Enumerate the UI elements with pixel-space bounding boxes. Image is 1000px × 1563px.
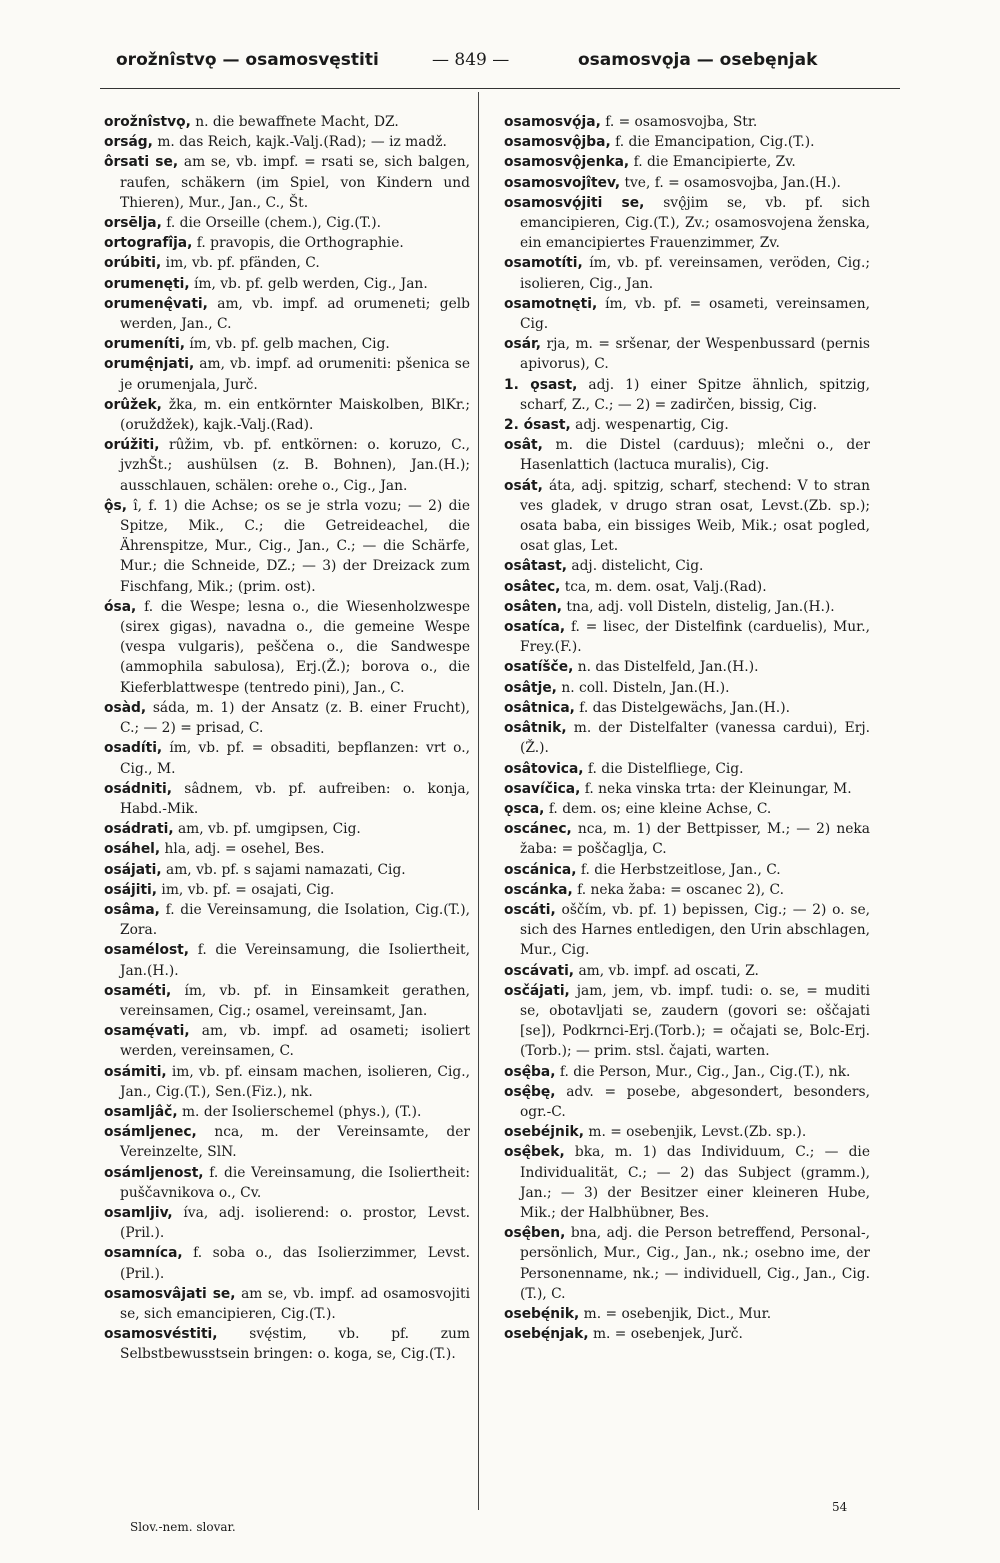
dictionary-entry xyxy=(504,900,870,961)
definition: ím, vb. pf. = osameti, vereinsamen, Cig. xyxy=(520,295,871,333)
headword: osatíšče, xyxy=(504,659,574,676)
dictionary-entry xyxy=(504,152,870,172)
dictionary-entry xyxy=(504,779,870,799)
definition: m. = osebenjek, Jurč. xyxy=(592,1326,743,1343)
headword: osavíčica, xyxy=(504,780,581,797)
header-rule xyxy=(100,88,900,89)
dictionary-entry xyxy=(504,132,870,152)
definition: nca, m. der Vereinsamte, der Vereinzelte, SlN. xyxy=(120,1124,471,1161)
dictionary-entry xyxy=(104,152,470,213)
definition: adj. distelicht, Cig. xyxy=(571,558,704,575)
page-number: — 849 — xyxy=(432,50,510,70)
dictionary-entry xyxy=(104,496,470,597)
definition: m. = osebenjik, Dict., Mur. xyxy=(583,1305,772,1322)
definition: am, vb. impf. ad oscati, Z. xyxy=(578,962,759,979)
dictionary-entry xyxy=(104,1122,470,1162)
definition: m. der Distelfalter (vanessa cardui), Erj.(Ž.). xyxy=(520,720,870,757)
dictionary-entry xyxy=(104,779,470,819)
definition: ím, vb. pf. gelb werden, Cig., Jan. xyxy=(193,275,428,292)
definition: oščím, vb. pf. 1) bepissen, Cig.; — 2) o. se, sich des Harnes entledigen, den Urin abschlagen, Mur., Cig. xyxy=(520,901,871,959)
headword: orság, xyxy=(104,134,153,151)
definition: f. neka vinska trta: der Kleinungar, M. xyxy=(584,780,852,797)
dictionary-entry xyxy=(104,1062,470,1102)
headword: osę̂ben, xyxy=(504,1225,566,1242)
dictionary-entry xyxy=(504,375,870,415)
header-right-guide-words: osamosvǫja — osebęnjak xyxy=(578,50,818,70)
headword: orsēlja, xyxy=(104,215,162,232)
definition: f. soba o., das Isolierzimmer, Levst.(Pril.). xyxy=(120,1245,470,1282)
definition: tna, adj. voll Disteln, distelig, Jan.(H.). xyxy=(566,598,835,615)
right-column xyxy=(504,112,870,1344)
headword: oscánica, xyxy=(504,861,577,878)
definition: m. die Distel (carduus); mlečni o., der Hasenlattich (lactuca muralis), Cig. xyxy=(520,437,870,474)
headword: osâten, xyxy=(504,598,563,615)
dictionary-entry xyxy=(504,597,870,617)
definition: f. die Herbstzeitlose, Jan., C. xyxy=(580,861,781,878)
dictionary-entry xyxy=(504,860,870,880)
dictionary-entry xyxy=(104,900,470,940)
dictionary-entry xyxy=(504,759,870,779)
headword: osamosvǫ̂jenka, xyxy=(504,154,630,171)
dictionary-entry xyxy=(104,112,470,132)
dictionary-entry xyxy=(104,1021,470,1061)
definition: im, vb. pf. einsam machen, isolieren, Cig., Jan., Cig.(T.), Sen.(Fiz.), nk. xyxy=(120,1063,470,1100)
definition: f. die Person, Mur., Cig., Jan., Cig.(T.), nk. xyxy=(559,1063,851,1080)
headword: osamljâč, xyxy=(104,1103,178,1120)
definition: ím, vb. pf. in Einsamkeit gerathen, vereinsamen, Cig.; osamel, vereinsamt, Jan. xyxy=(120,982,470,1019)
definition: am, vb. pf. s sajami namazati, Cig. xyxy=(166,861,406,878)
dictionary-entry xyxy=(504,880,870,900)
headword: osâtje, xyxy=(504,679,557,696)
dictionary-entry xyxy=(104,839,470,859)
dictionary-entry xyxy=(504,961,870,981)
headword: orûžek, xyxy=(104,396,162,413)
dictionary-entry xyxy=(504,698,870,718)
dictionary-entry xyxy=(104,597,470,698)
headword: osamníca, xyxy=(104,1245,183,1262)
dictionary-entry xyxy=(504,334,870,374)
dictionary-entry xyxy=(504,1142,870,1223)
dictionary-entry xyxy=(504,476,870,557)
definition: sáda, m. 1) der Ansatz (z. B. einer Frucht), C.; — 2) = prisad, C. xyxy=(120,699,470,737)
headword: osę̂bę, xyxy=(504,1083,556,1100)
definition: f. die Wespe; lesna o., die Wiesenholzwespe (sirex gigas), navadna o., die gemeine Wespe (vespa vulgaris), peščena o., die Sandwespe (ammophila sabulosa), Erj.(Ž.); borova o., die Kieferblattwespe (tentredo pini), Jan., C. xyxy=(120,598,470,696)
definition: f. die Emancipierte, Zv. xyxy=(633,154,796,171)
definition: áta, adj. spitzig, scharf, stechend: V to stran ves gladek, v drugo stran osat, Levst.(Zb. sp.); osata baba, ein bissiges Weib, Mik.; osat pogled, osat glas, Let. xyxy=(520,477,870,555)
definition: ím, vb. pf. vereinsamen, veröden, Cig.; isolieren, Cig., Jan. xyxy=(520,255,870,292)
dictionary-entry xyxy=(104,294,470,334)
headword: osámljenec, xyxy=(104,1124,197,1141)
headword: osamosvǫ́ja, xyxy=(504,114,601,130)
headword: osár, xyxy=(504,336,542,353)
dictionary-entry xyxy=(104,880,470,900)
dictionary-entry xyxy=(504,294,870,334)
headword: osamosvǫ̂jba, xyxy=(504,134,611,151)
definition: hla, adj. = osehel, Bes. xyxy=(164,841,325,858)
definition: am, vb. pf. umgipsen, Cig. xyxy=(177,821,361,838)
headword: osâtnica, xyxy=(504,699,575,716)
headword: osâma, xyxy=(104,901,160,918)
headword: oscávati, xyxy=(504,962,575,979)
dictionary-entry xyxy=(104,1284,470,1324)
headword: osamotíti, xyxy=(504,255,583,272)
definition: tve, f. = osamosvojba, Jan.(H.). xyxy=(624,174,841,191)
dictionary-entry xyxy=(104,860,470,880)
headword: oscánec, xyxy=(504,821,572,838)
dictionary-entry xyxy=(104,1203,470,1243)
definition: f. die Vereinsamung, die Isoliertheit, Jan.(H.). xyxy=(120,942,470,979)
definition: adj. 1) einer Spitze ähnlich, spitzig, scharf, Z., C.; — 2) = zadirčen, bissig, Cig. xyxy=(520,376,870,413)
headword: osâtast, xyxy=(504,558,567,575)
dictionary-entry xyxy=(104,819,470,839)
dictionary-entry xyxy=(104,1102,470,1122)
sheet-number: 54 xyxy=(832,1500,848,1514)
headword: oscáti, xyxy=(504,901,556,918)
definition: tca, m. dem. osat, Valj.(Rad). xyxy=(564,578,767,595)
dictionary-entry xyxy=(504,678,870,698)
definition: f. = osamosvojba, Str. xyxy=(605,114,758,130)
headword: osamosvâjati se, xyxy=(104,1285,236,1302)
dictionary-entry xyxy=(504,253,870,293)
dictionary-entry xyxy=(504,617,870,657)
headword: osamélost, xyxy=(104,942,189,959)
definition: f. = lisec, der Distelfink (carduelis), Mur., Frey.(F.). xyxy=(520,619,870,656)
dictionary-entry xyxy=(504,1062,870,1082)
definition: m. = osebenjik, Levst.(Zb. sp.). xyxy=(588,1124,807,1141)
definition: n. die bewaffnete Macht, DZ. xyxy=(195,114,399,130)
headword: osę̂ba, xyxy=(504,1063,556,1080)
dictionary-entry xyxy=(504,435,870,475)
dictionary-entry xyxy=(104,213,470,233)
dictionary-entry xyxy=(104,981,470,1021)
definition: rûžim, vb. pf. entkörnen: o. koruzo, C., jvzhŠt.; aushülsen (z. B. Bohnen), Jan.(H.); ausschlauen, schälen: orehe o., Cig., Jan. xyxy=(120,437,470,494)
headword: osadíti, xyxy=(104,740,163,757)
definition: žka, m. ein entkörnter Maiskolben, BlKr.; (oruždžek), kajk.-Valj.(Rad). xyxy=(120,396,470,434)
headword: orumenę̂vati, xyxy=(104,295,208,312)
dictionary-entry xyxy=(104,334,470,354)
dictionary-entry xyxy=(504,1122,870,1142)
definition: svę́stim, vb. pf. zum Selbstbewusstsein bringen: o. koga, se, Cig.(T.). xyxy=(120,1326,470,1363)
definition: svǫ̂jim se, vb. pf. sich emancipieren, Cig.(T.), Zv.; osamosvojena ženska, ein emancipiertes Frauenzimmer, Zv. xyxy=(520,194,871,252)
definition: bka, m. 1) das Individuum, C.; — die Individualität, C.; — 2) das Subject (gramm.), Jan.; — 3) der Besitzer einer kleineren Hube, Mik.; der Halbhübner, Bes. xyxy=(520,1144,871,1221)
headword: orumenęti, xyxy=(104,275,190,292)
definition: am se, vb. impf. ad osamosvojiti se, sich emancipieren, Cig.(T.). xyxy=(120,1285,470,1322)
definition: f. die Emancipation, Cig.(T.). xyxy=(615,134,815,151)
definition: î, f. 1) die Achse; os se je strla vozu; — 2) die Spitze, Mik., C.; die Getreideachel, die Ährenspitze, Mur., Cig., Jan., C.; — die Schärfe, Mur.; die Schneide, DZ.; — 3) der Dreizack zum Fischfang, Mik.; (prim. ost). xyxy=(120,497,470,595)
definition: íva, adj. isolierend: o. prostor, Levst.(Pril.). xyxy=(120,1204,470,1242)
dictionary-entry xyxy=(504,981,870,1062)
definition: im, vb. pf. = osajati, Cig. xyxy=(161,881,335,898)
definition: f. das Distelgewächs, Jan.(H.). xyxy=(579,699,790,716)
definition: am, vb. impf. ad osameti; isoliert werden, vereinsamen, C. xyxy=(120,1023,470,1060)
definition: im, vb. pf. pfänden, C. xyxy=(165,255,320,272)
headword: osájiti, xyxy=(104,881,158,898)
headword: 1. ǫsast, xyxy=(504,376,578,393)
definition: f. neka žaba: = oscanec 2), C. xyxy=(577,881,784,898)
definition: f. pravopis, die Orthographie. xyxy=(196,235,404,252)
headword: osáhel, xyxy=(104,841,161,858)
headword: orožnîstvǫ, xyxy=(104,114,191,130)
dictionary-entry xyxy=(504,577,870,597)
headword: osebéjnik, xyxy=(504,1124,584,1141)
definition: n. das Distelfeld, Jan.(H.). xyxy=(577,659,759,676)
headword: orúžiti, xyxy=(104,437,160,454)
definition: nca, m. 1) der Bettpisser, M.; — 2) neka žaba: = poščaglja, C. xyxy=(520,821,871,858)
definition: adv. = posebe, abgesondert, besonders, ogr.-C. xyxy=(520,1083,870,1120)
column-divider xyxy=(478,92,479,1510)
dictionary-entry xyxy=(504,799,870,819)
headword: osaméti, xyxy=(104,982,172,999)
definition: sâdnem, vb. pf. aufreiben: o. konja, Habd.-Mik. xyxy=(120,780,470,817)
dictionary-entry xyxy=(504,1324,870,1344)
dictionary-entry xyxy=(104,698,470,738)
definition: ím, vb. pf. = obsaditi, bepflanzen: vrt o., Cig., M. xyxy=(120,740,470,777)
headword: oscánka, xyxy=(504,881,573,898)
left-column xyxy=(104,112,470,1365)
definition: am se, vb. impf. = rsati se, sich balgen, raufen, schäkern (im Spiel, von Kindern und Thieren), Mur., Jan., C., Št. xyxy=(120,154,470,211)
dictionary-entry xyxy=(504,1304,870,1324)
headword: orumeníti, xyxy=(104,336,185,353)
headword: osàd, xyxy=(104,699,147,716)
definition: m. der Isolierschemel (phys.), (T.). xyxy=(181,1103,422,1120)
headword: osájati, xyxy=(104,861,162,878)
definition: ím, vb. pf. gelb machen, Cig. xyxy=(189,336,390,353)
header-left-guide-words: orožnîstvǫ — osamosvęstiti xyxy=(116,50,379,70)
headword: ôrsati se, xyxy=(104,154,179,171)
definition: am, vb. impf. ad orumeniti: pšenica se je orumenjala, Jurč. xyxy=(120,356,470,393)
definition: n. coll. Disteln, Jan.(H.). xyxy=(561,679,730,696)
headword: orúbiti, xyxy=(104,255,162,272)
headword: osâtec, xyxy=(504,578,561,595)
dictionary-entry xyxy=(104,274,470,294)
headword: osę̂bek, xyxy=(504,1144,565,1161)
dictionary-entry xyxy=(504,1223,870,1304)
dictionary-entry xyxy=(104,354,470,394)
dictionary-entry xyxy=(504,819,870,859)
definition: m. das Reich, kajk.-Valj.(Rad); — iz madž. xyxy=(157,134,447,151)
headword: osámljenost, xyxy=(104,1164,204,1181)
dictionary-entry xyxy=(504,718,870,758)
headword: osebę́njak, xyxy=(504,1326,589,1343)
dictionary-entry xyxy=(104,435,470,496)
definition: bna, adj. die Person betreffend, Personal-, persönlich, Mur., Cig., Jan., nk.; osebno ime, der Personenname, nk.; — individuell, Cig., Jan., Cig.(T.), C. xyxy=(520,1225,871,1302)
definition: f. dem. os; eine kleine Achse, C. xyxy=(548,800,772,817)
dictionary-entry xyxy=(504,193,870,254)
dictionary-entry xyxy=(104,1324,470,1364)
dictionary-entry xyxy=(104,233,470,253)
definition: am, vb. impf. ad orumeneti; gelb werden, Jan., C. xyxy=(120,295,471,333)
dictionary-entry xyxy=(104,1163,470,1203)
definition: adj. wespenartig, Cig. xyxy=(575,417,729,434)
running-header xyxy=(0,50,1000,80)
headword: ǫsca, xyxy=(504,800,545,817)
dictionary-entry xyxy=(104,132,470,152)
definition: f. die Vereinsamung, die Isolation, Cig.(T.), Zora. xyxy=(120,901,471,939)
headword: osámiti, xyxy=(104,1063,167,1080)
headword: osamosvéstiti, xyxy=(104,1326,218,1343)
headword: osamosvojîtev, xyxy=(504,174,621,191)
dictionary-entry xyxy=(104,253,470,273)
headword: 2. ósast, xyxy=(504,417,571,434)
headword: osádrati, xyxy=(104,821,174,838)
headword: osádniti, xyxy=(104,780,172,797)
headword: osamosvǫ́jiti se, xyxy=(504,194,645,211)
dictionary-entry xyxy=(504,415,870,435)
definition: f. die Distelfliege, Cig. xyxy=(587,760,744,777)
definition: f. die Orseille (chem.), Cig.(T.). xyxy=(166,215,382,232)
dictionary-entry xyxy=(104,940,470,980)
dictionary-entry xyxy=(504,657,870,677)
dictionary-entry xyxy=(504,1082,870,1122)
headword: osât, xyxy=(504,437,543,454)
dictionary-entry xyxy=(504,173,870,193)
footer-signature: Slov.-nem. slovar. xyxy=(130,1520,236,1534)
headword: ortografîja, xyxy=(104,235,193,252)
headword: osčájati, xyxy=(504,982,570,999)
dictionary-entry xyxy=(104,1243,470,1283)
dictionary-entry xyxy=(504,112,870,132)
headword: osamę́vati, xyxy=(104,1023,190,1040)
headword: ǫ̂s, xyxy=(104,497,127,514)
headword: osát, xyxy=(504,477,543,494)
dictionary-entry xyxy=(104,395,470,435)
headword: osamljiv, xyxy=(104,1204,173,1221)
definition: rja, m. = sršenar, der Wespenbussard (pernis apivorus), C. xyxy=(520,336,871,373)
headword: osatíca, xyxy=(504,619,566,636)
dictionary-entry xyxy=(504,556,870,576)
dictionary-entry xyxy=(104,738,470,778)
headword: ósa, xyxy=(104,598,137,615)
headword: osamotnęti, xyxy=(504,295,598,312)
headword: osebę́nik, xyxy=(504,1305,580,1322)
definition: jam, jem, vb. impf. tudi: o. se, = muditi se, obotavljati se, zaudern (govori se: oščajati [se]), Podkrnci-Erj.(Torb.); = očajati se, Bolc-Erj.(Torb.); — prim. stsl. čajati, warten. xyxy=(520,982,870,1060)
headword: orumę̂njati, xyxy=(104,356,195,373)
headword: osâtovica, xyxy=(504,760,584,777)
headword: osâtnik, xyxy=(504,720,567,737)
definition: f. die Vereinsamung, die Isoliertheit: puščavnikova o., Cv. xyxy=(120,1164,470,1201)
